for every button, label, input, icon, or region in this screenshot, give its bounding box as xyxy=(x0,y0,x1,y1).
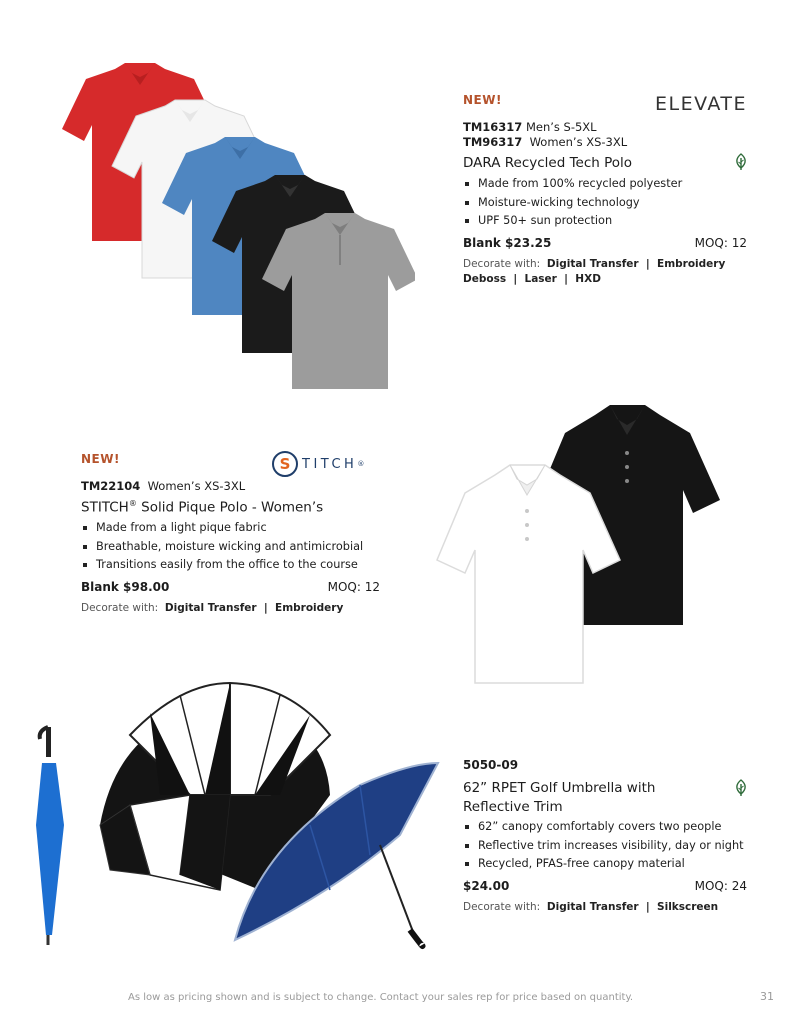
moq: MOQ: 12 xyxy=(694,236,747,250)
leaf-icon xyxy=(733,779,749,797)
feature-item: Transitions easily from the office to the course xyxy=(81,556,391,575)
brand-stitch-logo: S TITCH ® xyxy=(272,450,364,478)
price-row xyxy=(463,236,747,250)
feature-item: Breathable, moisture wicking and antimicrobial xyxy=(81,538,391,557)
new-badge: NEW! xyxy=(81,452,120,466)
price-row xyxy=(81,580,380,594)
product-title: STITCH® Solid Pique Polo - Women’s xyxy=(81,499,324,516)
price-row xyxy=(463,879,747,893)
feature-item: Moisture-wicking technology xyxy=(463,194,743,213)
moq: MOQ: 12 xyxy=(327,580,380,594)
decorate-options: Decorate with: Digital Transfer | Embroidery Deboss | Laser | HXD xyxy=(463,258,726,285)
product-title: 62” RPET Golf Umbrella with Reflective Trim xyxy=(463,780,656,815)
feature-list xyxy=(81,519,391,575)
moq: MOQ: 24 xyxy=(694,879,747,893)
feature-list xyxy=(463,818,763,874)
decorate-options: Decorate with: Digital Transfer | Embroidery xyxy=(81,602,344,614)
dara-polo-stack-image xyxy=(45,55,415,395)
brand-elevate: ELEVATE xyxy=(655,93,748,115)
feature-item: Made from a light pique fabric xyxy=(81,519,391,538)
new-badge: NEW! xyxy=(463,93,502,107)
blank-price: Blank $98.00 xyxy=(81,580,170,594)
leaf-icon xyxy=(733,153,749,171)
price: $24.00 xyxy=(463,879,510,893)
product-title: DARA Recycled Tech Polo xyxy=(463,155,633,171)
feature-item: UPF 50+ sun protection xyxy=(463,212,743,231)
blank-price: Blank $23.25 xyxy=(463,236,552,250)
sku-line-womens: TM96317 Women’s XS-3XL xyxy=(463,135,628,149)
decorate-options: Decorate with: Digital Transfer | Silkscreen xyxy=(463,901,719,913)
feature-item: Recycled, PFAS-free canopy material xyxy=(463,855,763,874)
sku-line-mens: TM16317 Men’s S-5XL xyxy=(463,120,597,134)
closed-umbrella xyxy=(36,727,64,945)
sku-code: 5050-09 xyxy=(463,758,519,772)
stitch-polo-pair-image xyxy=(425,400,725,690)
pricing-disclaimer: As low as pricing shown and is subject to change. Contact your sales rep for price based on quantity. xyxy=(128,992,634,1003)
sku-line: TM22104 Women’s XS-3XL xyxy=(81,479,246,493)
golf-umbrella-image xyxy=(30,675,450,965)
page-number: 31 xyxy=(760,990,774,1003)
feature-item: Made from 100% recycled polyester xyxy=(463,175,743,194)
feature-list xyxy=(463,175,743,231)
feature-item: 62” canopy comfortably covers two people xyxy=(463,818,763,837)
feature-item: Reflective trim increases visibility, day or night xyxy=(463,837,763,856)
